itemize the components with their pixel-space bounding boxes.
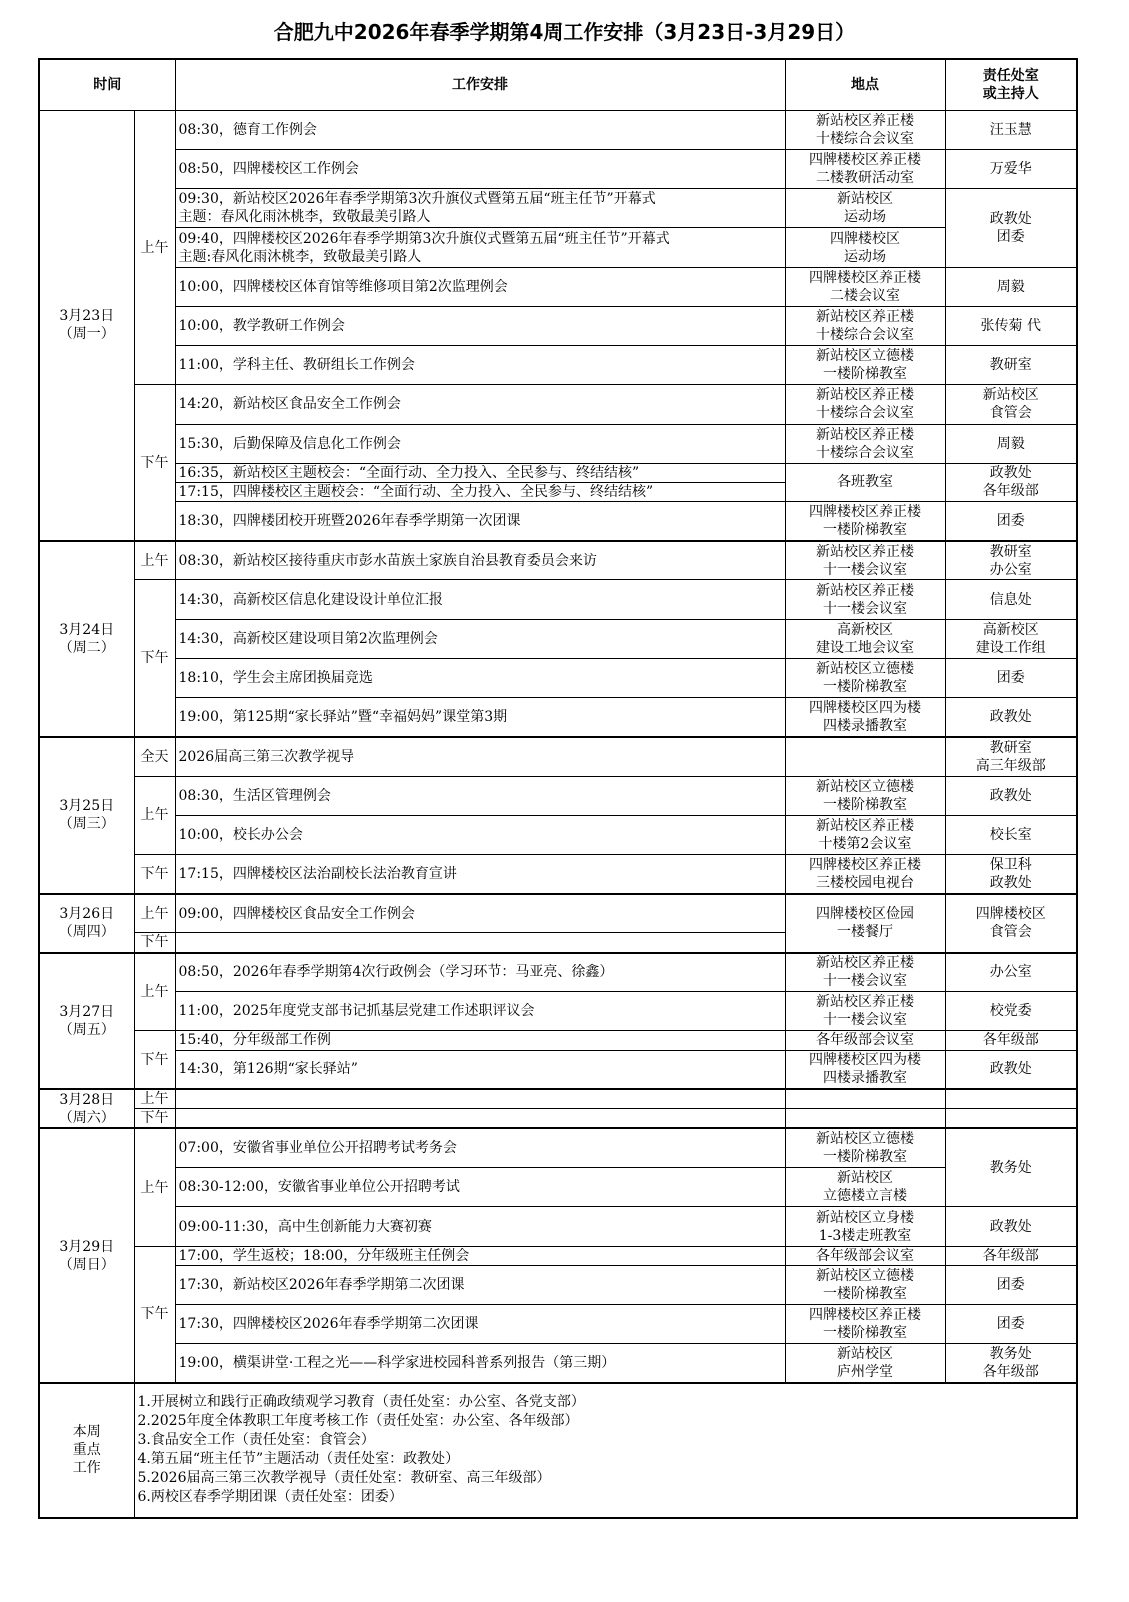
location-cell bbox=[785, 501, 945, 540]
location-cell-text: 四牌楼校区四为楼 四楼录播教室 bbox=[809, 1052, 921, 1087]
responsible-cell-text: 政教处 bbox=[989, 1218, 1032, 1235]
location-cell-text: 新站校区养正楼 十楼第2会议室 bbox=[816, 817, 914, 852]
location-cell-text: 新站校区 庐州学堂 bbox=[837, 1346, 893, 1381]
location-cell bbox=[785, 1207, 945, 1246]
location-cell bbox=[785, 953, 945, 992]
half-day-cell-text: 下午 bbox=[140, 1110, 169, 1127]
responsible-cell bbox=[945, 189, 1077, 267]
location-cell-text: 四牌楼校区养正楼 二楼会议室 bbox=[809, 269, 921, 304]
table-row bbox=[39, 267, 1077, 306]
responsible-cell-text: 信息处 bbox=[989, 591, 1032, 608]
table-row bbox=[39, 698, 1077, 737]
responsible-cell bbox=[945, 306, 1077, 345]
work-item bbox=[175, 815, 785, 854]
table-row bbox=[39, 150, 1077, 189]
half-day-cell bbox=[134, 1089, 175, 1109]
work-item bbox=[175, 385, 785, 424]
empty-cell bbox=[785, 1109, 945, 1129]
responsible-cell bbox=[945, 267, 1077, 306]
half-day-cell bbox=[134, 1246, 175, 1383]
day-cell bbox=[39, 110, 134, 540]
focus-item: 2.2025年度全体教职工年度考核工作（责任处室：办公室、各年级部） bbox=[137, 1413, 579, 1430]
responsible-cell-text: 教研室 办公室 bbox=[989, 543, 1032, 578]
half-day-cell bbox=[134, 1128, 175, 1246]
responsible-cell-text: 各年级部 bbox=[982, 1032, 1039, 1049]
responsible-cell-text: 万爱华 bbox=[989, 161, 1032, 178]
half-day-cell-text: 下午 bbox=[140, 650, 169, 667]
day-date: 3月26日 bbox=[59, 906, 115, 923]
table-row bbox=[39, 306, 1077, 345]
day-weekday: （周日） bbox=[58, 1256, 115, 1273]
work-item-text: 14:30，第126期“家长驿站” bbox=[178, 1061, 358, 1078]
responsible-cell-text: 政教处 团委 bbox=[989, 210, 1032, 245]
table-row bbox=[39, 1168, 1077, 1207]
work-item-text: 09:00-11:30，高中生创新能力大赛初赛 bbox=[178, 1218, 432, 1235]
work-item-text: 18:10，学生会主席团换届竞选 bbox=[178, 669, 373, 686]
half-day-cell bbox=[134, 110, 175, 385]
work-item bbox=[175, 992, 785, 1031]
location-cell-text: 四牌楼校区俭园 一楼餐厅 bbox=[816, 906, 914, 941]
day-weekday: （周六） bbox=[58, 1109, 115, 1126]
responsible-cell bbox=[945, 150, 1077, 189]
work-item-text: 09:40，四牌楼校区2026年春季学期第3次升旗仪式暨第五届“班主任节”开幕式 主题:春风化雨沐桃李，致敬最美引路人 bbox=[178, 230, 670, 265]
responsible-cell bbox=[945, 854, 1077, 893]
responsible-cell bbox=[945, 1344, 1077, 1383]
work-item bbox=[175, 1304, 785, 1343]
work-item bbox=[175, 150, 785, 189]
half-day-cell bbox=[134, 1031, 175, 1089]
table-row bbox=[39, 1128, 1077, 1167]
work-item-text: 19:00，横渠讲堂·工程之光——科学家进校园科普系列报告（第三期） bbox=[178, 1355, 616, 1372]
location-cell-text: 各年级部会议室 bbox=[816, 1032, 914, 1049]
location-cell-text: 新站校区立德楼 一楼阶梯教室 bbox=[816, 778, 914, 813]
work-item-text: 17:15，四牌楼校区主题校会：“全面行动、全力投入、全民参与、终结结核” bbox=[178, 483, 654, 500]
half-day-cell-text: 全天 bbox=[140, 748, 169, 765]
responsible-cell bbox=[945, 1207, 1077, 1246]
focus-item: 1.开展树立和践行正确政绩观学习教育（责任处室：办公室、各党支部） bbox=[137, 1394, 585, 1411]
empty-cell bbox=[175, 1109, 785, 1129]
location-cell-text: 四牌楼校区四为楼 四楼录播教室 bbox=[809, 699, 921, 734]
work-item-text: 17:30，新站校区2026年春季学期第二次团课 bbox=[178, 1276, 465, 1293]
work-item bbox=[175, 110, 785, 149]
work-item-text: 10:00，校长办公会 bbox=[178, 826, 303, 843]
half-day-cell bbox=[134, 385, 175, 541]
work-item bbox=[175, 424, 785, 463]
responsible-cell bbox=[945, 815, 1077, 854]
page-title: 合肥九中2026年春季学期第4周工作安排（3月23日-3月29日） bbox=[273, 20, 856, 44]
focus-row bbox=[39, 1383, 1077, 1518]
work-item bbox=[175, 658, 785, 697]
day-weekday: （周一） bbox=[58, 326, 115, 343]
work-item-text: 17:00，学生返校；18:00，分年级班主任例会 bbox=[178, 1247, 470, 1264]
work-item bbox=[175, 854, 785, 893]
half-day-cell-text: 上午 bbox=[140, 552, 169, 569]
work-item-text: 08:30，生活区管理例会 bbox=[178, 787, 331, 804]
half-day-cell-text: 上午 bbox=[140, 1091, 169, 1108]
responsible-cell-text: 各年级部 bbox=[982, 1247, 1039, 1264]
table-row bbox=[39, 815, 1077, 854]
location-cell-text: 高新校区 建设工地会议室 bbox=[816, 621, 914, 656]
location-cell bbox=[785, 424, 945, 463]
responsible-cell bbox=[945, 1246, 1077, 1265]
half-day-cell bbox=[134, 933, 175, 953]
work-item bbox=[175, 189, 785, 228]
work-item bbox=[175, 346, 785, 385]
location-cell-text: 各年级部会议室 bbox=[816, 1247, 914, 1264]
location-cell bbox=[785, 306, 945, 345]
location-cell bbox=[785, 463, 945, 501]
location-cell-text: 新站校区养正楼 十一楼会议室 bbox=[816, 955, 914, 990]
responsible-cell-text: 办公室 bbox=[989, 964, 1032, 981]
table-row bbox=[39, 1246, 1077, 1265]
location-cell-text: 各班教室 bbox=[837, 474, 893, 491]
responsible-cell-text: 政教处 bbox=[989, 1061, 1032, 1078]
location-cell bbox=[785, 1246, 945, 1265]
table-row bbox=[39, 953, 1077, 992]
half-day-cell-text: 下午 bbox=[140, 1306, 169, 1323]
empty-cell bbox=[945, 1089, 1077, 1109]
work-item-text: 2026届高三第三次教学视导 bbox=[178, 748, 355, 765]
focus-item: 6.两校区春季学期团课（责任处室：团委） bbox=[137, 1489, 403, 1506]
table-row bbox=[39, 1031, 1077, 1050]
work-item bbox=[175, 1344, 785, 1383]
table-row bbox=[39, 189, 1077, 228]
header-time: 时间 bbox=[39, 59, 175, 110]
responsible-cell-text: 教研室 高三年级部 bbox=[975, 739, 1046, 774]
responsible-cell bbox=[945, 110, 1077, 149]
table-row bbox=[39, 992, 1077, 1031]
location-cell-text: 新站校区 立德楼立言楼 bbox=[823, 1170, 907, 1205]
empty-cell bbox=[175, 933, 785, 953]
responsible-cell-text: 张传菊 代 bbox=[980, 318, 1041, 334]
responsible-cell bbox=[945, 894, 1077, 953]
work-item-text: 08:50，2026年春季学期第4次行政例会（学习环节：马亚亮、徐鑫） bbox=[178, 964, 614, 981]
location-cell bbox=[785, 267, 945, 306]
table-row bbox=[39, 580, 1077, 619]
location-cell-text: 新站校区养正楼 十楼综合会议室 bbox=[816, 309, 914, 343]
responsible-cell bbox=[945, 501, 1077, 540]
location-cell bbox=[785, 776, 945, 815]
half-day-cell-text: 上午 bbox=[140, 1179, 169, 1196]
location-cell bbox=[785, 737, 945, 776]
location-cell bbox=[785, 894, 945, 953]
work-item bbox=[175, 1265, 785, 1304]
empty-cell bbox=[785, 1089, 945, 1109]
responsible-cell bbox=[945, 737, 1077, 776]
location-cell-text: 新站校区立德楼 一楼阶梯教室 bbox=[816, 348, 914, 383]
table-row bbox=[39, 894, 1077, 933]
table-row bbox=[39, 619, 1077, 658]
half-day-cell bbox=[134, 580, 175, 737]
location-cell-text: 四牌楼校区养正楼 一楼阶梯教室 bbox=[809, 1307, 921, 1342]
work-item bbox=[175, 580, 785, 619]
work-item-text: 11:00，2025年度党支部书记抓基层党建工作述职评议会 bbox=[178, 1003, 535, 1020]
location-cell-text: 四牌楼校区养正楼 三楼校园电视台 bbox=[809, 856, 921, 891]
table-row bbox=[39, 541, 1077, 580]
location-cell bbox=[785, 854, 945, 893]
location-cell bbox=[785, 1128, 945, 1167]
half-day-cell-text: 下午 bbox=[140, 454, 169, 471]
location-cell bbox=[785, 580, 945, 619]
table-row bbox=[39, 346, 1077, 385]
day-cell bbox=[39, 1089, 134, 1128]
location-cell-text: 新站校区养正楼 十楼综合会议室 bbox=[816, 112, 914, 147]
responsible-cell bbox=[945, 463, 1077, 501]
responsible-cell-text: 高新校区 建设工作组 bbox=[975, 621, 1046, 656]
location-cell-text: 新站校区立德楼 一楼阶梯教室 bbox=[816, 660, 914, 695]
work-item bbox=[175, 501, 785, 540]
day-weekday: （周三） bbox=[58, 816, 115, 833]
work-item-text: 14:30，高新校区建设项目第2次监理例会 bbox=[178, 630, 438, 647]
day-date: 3月27日 bbox=[59, 1003, 115, 1020]
responsible-cell-text: 校长室 bbox=[989, 826, 1032, 843]
work-item-text: 11:00，学科主任、教研组长工作例会 bbox=[178, 357, 415, 374]
location-cell-text: 新站校区养正楼 十一楼会议室 bbox=[816, 582, 914, 617]
location-cell bbox=[785, 1050, 945, 1089]
responsible-cell bbox=[945, 658, 1077, 697]
day-date: 3月24日 bbox=[59, 621, 115, 638]
responsible-cell-text: 团委 bbox=[996, 1276, 1025, 1293]
responsible-cell bbox=[945, 346, 1077, 385]
work-item bbox=[175, 737, 785, 776]
table-row bbox=[39, 1265, 1077, 1304]
responsible-cell-text: 周毅 bbox=[996, 435, 1025, 452]
work-item bbox=[175, 698, 785, 737]
work-item-text: 09:00，四牌楼校区食品安全工作例会 bbox=[178, 905, 415, 922]
table-row bbox=[39, 228, 1077, 267]
responsible-cell-text: 团委 bbox=[996, 1316, 1025, 1333]
half-day-cell bbox=[134, 776, 175, 854]
day-weekday: （周二） bbox=[58, 639, 115, 656]
location-cell bbox=[785, 150, 945, 189]
day-cell bbox=[39, 737, 134, 894]
responsible-cell-text: 汪玉慧 bbox=[989, 121, 1032, 138]
responsible-cell bbox=[945, 424, 1077, 463]
responsible-cell-text: 教务处 bbox=[989, 1159, 1032, 1176]
half-day-cell-text: 上午 bbox=[140, 239, 169, 256]
half-day-cell-text: 下午 bbox=[140, 934, 169, 951]
location-cell-text: 新站校区养正楼 十一楼会议室 bbox=[816, 543, 914, 578]
work-item-text: 09:30，新站校区2026年春季学期第3次升旗仪式暨第五届“班主任节”开幕式 主题：春风化雨沐桃李，致敬最美引路人 bbox=[178, 191, 656, 226]
location-cell-text: 四牌楼校区养正楼 二楼教研活动室 bbox=[809, 152, 921, 187]
work-item-text: 16:35，新站校区主题校会：“全面行动、全力投入、全民参与、终结结核” bbox=[178, 464, 640, 481]
location-cell-text: 新站校区养正楼 十楼综合会议室 bbox=[816, 387, 914, 422]
half-day-cell-text: 上午 bbox=[140, 905, 169, 922]
location-cell-text: 新站校区立身楼 1-3楼走班教室 bbox=[816, 1209, 914, 1244]
half-day-cell bbox=[134, 894, 175, 933]
work-item bbox=[175, 463, 785, 482]
location-cell bbox=[785, 541, 945, 580]
table-row bbox=[39, 1304, 1077, 1343]
location-cell bbox=[785, 1031, 945, 1050]
location-cell bbox=[785, 346, 945, 385]
work-item bbox=[175, 1031, 785, 1050]
table-row bbox=[39, 776, 1077, 815]
work-item bbox=[175, 1050, 785, 1089]
half-day-cell-text: 上午 bbox=[140, 983, 169, 1000]
half-day-cell bbox=[134, 541, 175, 580]
header-work: 工作安排 bbox=[175, 59, 785, 110]
focus-item: 5.2026届高三第三次教学视导（责任处室：教研室、高三年级部） bbox=[137, 1470, 551, 1487]
responsible-cell bbox=[945, 1265, 1077, 1304]
day-date: 3月28日 bbox=[59, 1091, 115, 1108]
location-cell-text: 新站校区养正楼 十一楼会议室 bbox=[816, 994, 914, 1029]
half-day-cell-text: 下午 bbox=[140, 1051, 169, 1068]
responsible-cell-text: 新站校区 食管会 bbox=[982, 387, 1039, 422]
header-responsible-text: 责任处室 或主持人 bbox=[982, 67, 1039, 102]
responsible-cell bbox=[945, 776, 1077, 815]
work-item-text: 15:30，后勤保障及信息化工作例会 bbox=[178, 435, 401, 452]
work-item-text: 14:30，高新校区信息化建设设计单位汇报 bbox=[178, 591, 443, 608]
day-weekday: （周五） bbox=[58, 1021, 115, 1038]
work-item-text: 10:00，教学教研工作例会 bbox=[178, 318, 345, 334]
table-row bbox=[39, 501, 1077, 540]
responsible-cell bbox=[945, 1304, 1077, 1343]
focus-item: 3.食品安全工作（责任处室：食管会） bbox=[137, 1432, 375, 1449]
responsible-cell-text: 教务处 各年级部 bbox=[982, 1346, 1039, 1381]
responsible-cell bbox=[945, 992, 1077, 1031]
header-responsible bbox=[945, 59, 1077, 110]
table-row bbox=[39, 1344, 1077, 1383]
half-day-cell bbox=[134, 1109, 175, 1129]
work-item-text: 08:30，新站校区接待重庆市彭水苗族土家族自治县教育委员会来访 bbox=[178, 552, 597, 569]
responsible-cell bbox=[945, 1128, 1077, 1206]
half-day-cell-text: 上午 bbox=[140, 807, 169, 824]
table-row bbox=[39, 385, 1077, 424]
table-row bbox=[39, 424, 1077, 463]
work-item-text: 14:20，新站校区食品安全工作例会 bbox=[178, 396, 401, 413]
day-weekday: （周四） bbox=[58, 924, 115, 941]
responsible-cell-text: 校党委 bbox=[989, 1003, 1032, 1020]
half-day-cell bbox=[134, 854, 175, 893]
work-item bbox=[175, 953, 785, 992]
focus-label-text: 本周 重点 工作 bbox=[72, 1424, 101, 1477]
schedule-table bbox=[38, 58, 1078, 1519]
location-cell-text: 新站校区 运动场 bbox=[837, 191, 893, 226]
location-cell bbox=[785, 619, 945, 658]
responsible-cell-text: 周毅 bbox=[996, 278, 1025, 295]
location-cell bbox=[785, 698, 945, 737]
focus-item: 4.第五届“班主任节”主题活动（责任处室：政教处） bbox=[137, 1451, 460, 1468]
work-item-text: 07:00，安徽省事业单位公开招聘考试考务会 bbox=[178, 1140, 457, 1157]
location-cell bbox=[785, 110, 945, 149]
location-cell-text: 四牌楼校区养正楼 一楼阶梯教室 bbox=[809, 503, 921, 538]
work-item bbox=[175, 306, 785, 345]
work-item-text: 19:00，第125期“家长驿站”暨“幸福妈妈”课堂第3期 bbox=[178, 708, 508, 725]
location-cell-text: 新站校区立德楼 一楼阶梯教室 bbox=[816, 1131, 914, 1166]
work-item-text: 10:00，四牌楼校区体育馆等维修项目第2次监理例会 bbox=[178, 278, 508, 295]
empty-cell bbox=[945, 1109, 1077, 1129]
responsible-cell-text: 四牌楼校区 食管会 bbox=[975, 906, 1046, 941]
header-location: 地点 bbox=[785, 59, 945, 110]
location-cell bbox=[785, 658, 945, 697]
work-item bbox=[175, 1246, 785, 1265]
responsible-cell bbox=[945, 1031, 1077, 1050]
work-item-text: 17:30，四牌楼校区2026年春季学期第二次团课 bbox=[178, 1316, 479, 1333]
day-date: 3月25日 bbox=[59, 798, 115, 815]
work-item-text: 08:30-12:00，安徽省事业单位公开招聘考试 bbox=[178, 1179, 460, 1196]
table-row bbox=[39, 1207, 1077, 1246]
half-day-cell bbox=[134, 737, 175, 776]
work-item bbox=[175, 776, 785, 815]
day-date: 3月23日 bbox=[59, 308, 115, 325]
day-cell bbox=[39, 1128, 134, 1382]
half-day-cell-text: 下午 bbox=[140, 865, 169, 882]
location-cell bbox=[785, 815, 945, 854]
responsible-cell-text: 政教处 各年级部 bbox=[982, 465, 1039, 500]
location-cell bbox=[785, 228, 945, 267]
work-item bbox=[175, 894, 785, 933]
work-item-text: 17:15，四牌楼校区法治副校长法治教育宣讲 bbox=[178, 865, 457, 882]
focus-label bbox=[39, 1383, 134, 1518]
responsible-cell-text: 团委 bbox=[996, 512, 1025, 529]
work-item-text: 08:30，德育工作例会 bbox=[178, 121, 317, 138]
responsible-cell bbox=[945, 953, 1077, 992]
table-row bbox=[39, 737, 1077, 776]
responsible-cell-text: 政教处 bbox=[989, 708, 1032, 725]
responsible-cell bbox=[945, 619, 1077, 658]
responsible-cell bbox=[945, 541, 1077, 580]
work-item bbox=[175, 228, 785, 267]
location-cell bbox=[785, 1168, 945, 1207]
work-item bbox=[175, 1207, 785, 1246]
location-cell-text: 四牌楼校区 运动场 bbox=[830, 230, 900, 265]
work-item bbox=[175, 1168, 785, 1207]
day-date: 3月29日 bbox=[59, 1238, 115, 1255]
location-cell-text: 新站校区养正楼 十楼综合会议室 bbox=[816, 426, 914, 461]
table-row bbox=[39, 1089, 1077, 1109]
work-item bbox=[175, 267, 785, 306]
half-day-cell bbox=[134, 953, 175, 1031]
work-item bbox=[175, 541, 785, 580]
location-cell-text: 新站校区立德楼 一楼阶梯教室 bbox=[816, 1267, 914, 1302]
responsible-cell-text: 教研室 bbox=[989, 357, 1032, 374]
table-row bbox=[39, 854, 1077, 893]
responsible-cell bbox=[945, 385, 1077, 424]
table-header-row bbox=[39, 59, 1077, 110]
responsible-cell bbox=[945, 698, 1077, 737]
work-item-text: 08:50，四牌楼校区工作例会 bbox=[178, 161, 359, 178]
table-row bbox=[39, 463, 1077, 482]
location-cell bbox=[785, 1265, 945, 1304]
work-item bbox=[175, 482, 785, 501]
table-row bbox=[39, 1109, 1077, 1129]
empty-cell bbox=[175, 1089, 785, 1109]
responsible-cell-text: 政教处 bbox=[989, 787, 1032, 804]
responsible-cell bbox=[945, 580, 1077, 619]
location-cell bbox=[785, 992, 945, 1031]
day-cell bbox=[39, 894, 134, 953]
day-cell bbox=[39, 953, 134, 1090]
table-row bbox=[39, 1050, 1077, 1089]
location-cell bbox=[785, 1304, 945, 1343]
work-item bbox=[175, 1128, 785, 1167]
location-cell bbox=[785, 1344, 945, 1383]
table-row bbox=[39, 110, 1077, 149]
work-item bbox=[175, 619, 785, 658]
responsible-cell-text: 团委 bbox=[996, 669, 1025, 686]
location-cell bbox=[785, 385, 945, 424]
location-cell bbox=[785, 189, 945, 228]
responsible-cell-text: 保卫科 政教处 bbox=[989, 856, 1032, 891]
focus-list bbox=[134, 1383, 1077, 1518]
work-item-text: 18:30，四牌楼团校开班暨2026年春季学期第一次团课 bbox=[178, 512, 521, 529]
work-item-text: 15:40，分年级部工作例 bbox=[178, 1032, 331, 1049]
table-row bbox=[39, 658, 1077, 697]
responsible-cell bbox=[945, 1050, 1077, 1089]
day-cell bbox=[39, 541, 134, 737]
